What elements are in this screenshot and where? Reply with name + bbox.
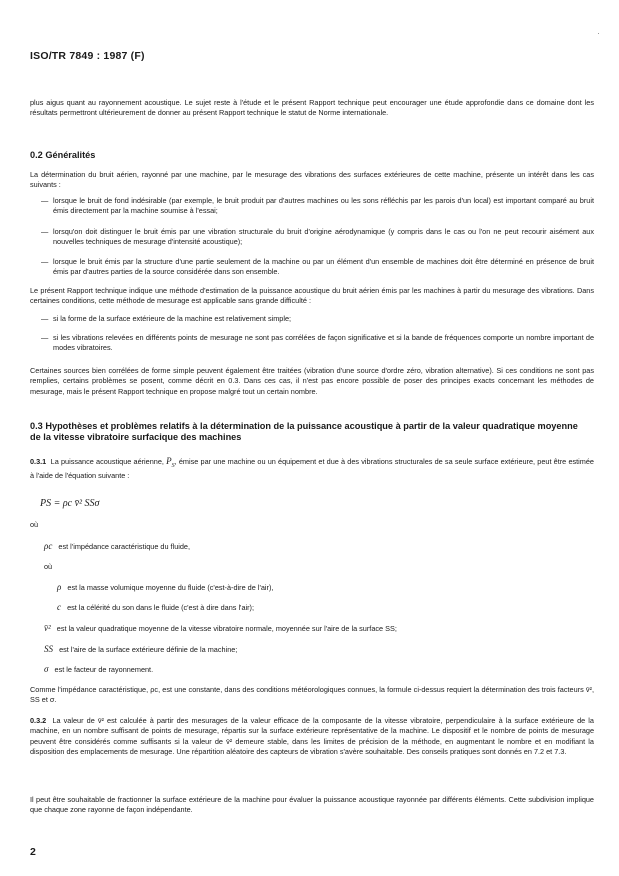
ou-label: où bbox=[44, 562, 53, 571]
dash-marker: — bbox=[41, 257, 49, 266]
symbol: ρ bbox=[57, 582, 62, 592]
intro-paragraph: plus aigus quant au rayonnement acoustique. Le sujet reste à l'étude et le présent Rapport technique peut encourager une étude approfondie dans ce domaine dont les résultats permettront ultérieurement de donner au présent Rapport technique le statut de Norme internationale. bbox=[30, 98, 594, 118]
document-header: ISO/TR 7849 : 1987 (F) bbox=[30, 50, 145, 62]
definition-rhoc bbox=[44, 541, 584, 552]
paragraph-text: La puissance acoustique aérienne, bbox=[50, 457, 167, 466]
definition-text: est la masse volumique moyenne du fluide (c'est-à-dire de l'air), bbox=[67, 583, 274, 592]
list-item-text: lorsque le bruit de fond indésirable (par exemple, le bruit produit par d'autres machines ou les sons réfléchis par les parois d'un local) est important comparé au bruit émis directement par la machine soumise à l'essai; bbox=[53, 196, 594, 216]
ou-label: où bbox=[30, 520, 39, 529]
definition-text: est la célérité du son dans le fluide (c'est à dire dans l'air); bbox=[67, 603, 255, 612]
symbol: ρc bbox=[44, 541, 53, 551]
dash-marker: — bbox=[41, 333, 49, 342]
definition-c bbox=[57, 602, 587, 613]
symbol: c bbox=[57, 602, 61, 612]
list-item bbox=[41, 257, 594, 278]
list-item bbox=[41, 333, 594, 354]
page-number: 2 bbox=[30, 846, 36, 858]
impedance-paragraph: Comme l'impédance caractéristique, ρc, est une constante, dans des conditions météorologiques connues, la formule ci-dessus requiert la détermination des trois facteurs v̄², SS et σ. bbox=[30, 685, 594, 705]
section-heading-0-3: 0.3 Hypothèses et problèmes relatifs à la détermination de la puissance acoustique à partir de la valeur quadratique moyenne de la vitesse vibratoire surfacique des machines bbox=[30, 421, 578, 442]
section-heading-0-2: 0.2 Généralités bbox=[30, 150, 96, 160]
scan-speck bbox=[598, 33, 599, 34]
definition-text: est la valeur quadratique moyenne de la vitesse vibratoire normale, moyennée sur l'aire de la surface SS; bbox=[56, 624, 397, 633]
definition-text: est le facteur de rayonnement. bbox=[54, 665, 154, 674]
subsection-number: 0.3.2 bbox=[30, 716, 47, 725]
list-item-text: si la forme de la surface extérieure de la machine est relativement simple; bbox=[53, 314, 292, 323]
generalites-paragraph-2: Le présent Rapport technique indique une méthode d'estimation de la puissance acoustique du bruit aérien émis par les machines à partir du mesurage des vibrations. Dans certaines conditions, cette méthode de mesurage est applicable sans grande difficulté : bbox=[30, 286, 594, 306]
final-paragraph: Il peut être souhaitable de fractionner la surface extérieure de la machine pour évaluer la puissance acoustique rayonnée par différents éléments. Cette subdivision implique que chaque zone rayonne de façon indépendante. bbox=[30, 795, 594, 815]
symbol: SS bbox=[44, 644, 53, 654]
subsection-number: 0.3.1 bbox=[30, 457, 47, 466]
dash-marker: — bbox=[41, 227, 49, 236]
dash-marker: — bbox=[41, 196, 49, 205]
symbol: σ bbox=[44, 664, 49, 674]
list-item bbox=[41, 314, 594, 324]
symbol: $P_S$ bbox=[166, 456, 175, 469]
list-item bbox=[41, 196, 594, 217]
generalites-paragraph-1: La détermination du bruit aérien, rayonné par une machine, par le mesurage des vibrations des surfaces extérieures de cette machine, présente un intérêt dans les cas suivants : bbox=[30, 170, 594, 190]
definition-text: est l'aire de la surface extérieure définie de la machine; bbox=[59, 645, 238, 654]
paragraph-text: , émise par une machine ou un équipement et due à des vibrations structurales de sa seule surface extérieure, peut être estimée à l'aide de l'équation suivante : bbox=[30, 457, 594, 481]
equation: PS = ρc v̄² SSσ bbox=[40, 498, 100, 509]
list-item-text: lorsque le bruit émis par la structure d'une partie seulement de la machine ou par un élément d'un ensemble de machines doit être déterminé en présence de bruit émis par d'autres parties de la source considérée dans son ensemble. bbox=[53, 257, 594, 277]
list-item bbox=[41, 227, 594, 248]
definition-rho bbox=[57, 582, 587, 593]
generalites-paragraph-3: Certaines sources bien corrélées de forme simple peuvent également être traitées (vibration d'une source d'ordre zéro, vibration alternative). Si ces conditions ne sont pas remplies, certains problèmes se posent, comme décrit en 0.3. Dans ces cas, il n'est pas encore possible de poser des principes exacts concernant les méthodes de mesurage, mais le présent Rapport technique en propose malgré tout un certain nombre. bbox=[30, 366, 594, 396]
definition-v2 bbox=[44, 623, 589, 634]
dash-marker: — bbox=[41, 314, 49, 323]
symbol: v̄² bbox=[44, 623, 51, 633]
definition-text: est l'impédance caractéristique du fluide, bbox=[58, 542, 191, 551]
definition-sigma bbox=[44, 664, 589, 675]
definition-ss bbox=[44, 644, 589, 655]
list-item-text: lorsqu'on doit distinguer le bruit émis par une vibration structurale du bruit d'origine aérodynamique (y compris dans le cas ou l'on ne peut recourir aisément aux nouvelles techniques de mesurage d'intensité acoustique); bbox=[53, 227, 594, 247]
subsection-0-3-1-paragraph bbox=[30, 456, 594, 482]
subsection-0-3-2-paragraph bbox=[30, 716, 594, 758]
list-item-text: si les vibrations relevées en différents points de mesurage ne sont pas corrélées de façon significative et si la bande de fréquences comporte un nombre important de modes vibratoires. bbox=[53, 333, 594, 353]
paragraph-text: La valeur de v̄² est calculée à partir des mesurages de la valeur efficace de la composante de la vitesse vibratoire, perpendiculaire à la surface extérieure de la machine, en un nombre suffisant de points de mesurage, répartis sur la surface extérieure représentative de la machine. Le dispositif et le nombre de points de mesurage peuvent être considérés comme suffisants si la valeur de v̄² demeure stable, dans les limites de précision de la méthode, en augmentant le nombre et en modifiant la disposition des emplacements de mesurage. Une répartition aléatoire des capteurs de vibration s'avère souhaitable. Des conseils pratiques sont donnés en 7.2 et 7.3. bbox=[30, 716, 594, 757]
